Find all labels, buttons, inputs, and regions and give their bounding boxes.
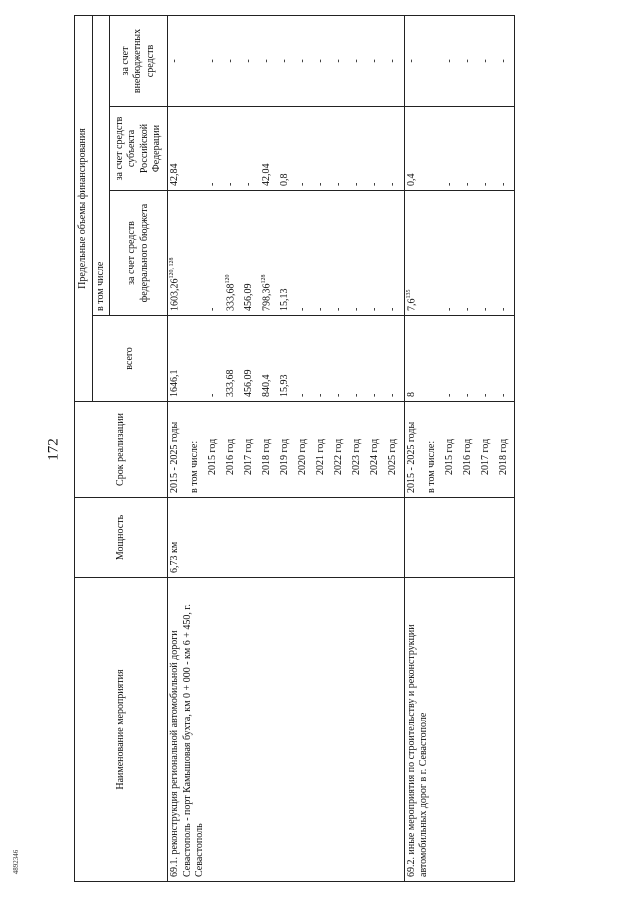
cell-name	[404, 578, 429, 882]
cell-capacity	[242, 498, 260, 578]
cell-period	[314, 402, 332, 498]
cell-total	[168, 316, 189, 402]
cell-regional	[260, 107, 278, 191]
cell-period	[168, 402, 189, 498]
cell-total-text: -	[207, 393, 218, 397]
cell-federal	[168, 191, 189, 316]
table-row	[443, 15, 461, 881]
cell-total	[332, 316, 350, 402]
cell-federal	[260, 191, 278, 316]
cell-period-text: 2018 год	[497, 438, 509, 475]
cell-regional	[404, 107, 425, 191]
cell-name-text: 69.1. реконструкция региональной автомобильной дороги Севастополь - порт Камышовая бухта, км 0 + 000 - км 6 + 450, г. Севастополь	[169, 604, 205, 877]
cell-capacity	[404, 498, 425, 578]
footnote-ref: 128	[261, 274, 267, 284]
cell-regional	[443, 107, 461, 191]
cell-extra-text: -	[369, 59, 380, 63]
cell-federal-text: -	[207, 307, 218, 311]
cell-capacity	[296, 498, 314, 578]
cell-extra-text: -	[333, 59, 344, 63]
cell-federal	[206, 191, 224, 316]
cell-federal-text: 333,68	[225, 283, 237, 311]
cell-period	[224, 402, 242, 498]
table-row	[278, 15, 296, 881]
cell-capacity	[386, 498, 404, 578]
cell-total	[368, 316, 386, 402]
footnote-ref: 135	[405, 289, 412, 299]
cell-name-text: 69.2. иные мероприятия по строительству и реконструкции автомобильных дорог в г. Севастополе	[405, 624, 429, 877]
cell-name	[479, 578, 497, 882]
cell-regional-text: -	[297, 182, 308, 186]
table-body	[168, 15, 515, 881]
cell-federal	[332, 191, 350, 316]
cell-federal-text: -	[333, 307, 344, 311]
cell-period-text: 2025 год	[387, 438, 398, 475]
cell-extra	[425, 15, 443, 106]
cell-federal-text: -	[443, 307, 455, 311]
cell-federal-text: 7,6	[405, 298, 417, 311]
table-row	[479, 15, 497, 881]
cell-federal	[386, 191, 404, 316]
cell-extra-text: -	[351, 59, 362, 63]
cell-capacity-text: 6,73 км	[169, 541, 180, 573]
cell-total-text: 15,93	[279, 374, 290, 397]
cell-regional	[278, 107, 296, 191]
cell-capacity	[443, 498, 461, 578]
cell-total-text: -	[351, 393, 362, 397]
cell-total-text: -	[315, 393, 326, 397]
cell-extra	[386, 15, 404, 106]
cell-name	[168, 578, 205, 882]
cell-regional	[314, 107, 332, 191]
cell-federal	[242, 191, 260, 316]
cell-name	[224, 578, 242, 882]
cell-capacity	[479, 498, 497, 578]
cell-regional-text: 0,4	[405, 173, 417, 186]
cell-period-text: в том числе:	[189, 440, 200, 493]
cell-total-text: -	[369, 393, 380, 397]
table-row	[242, 15, 260, 881]
table-row	[497, 15, 515, 881]
cell-federal-text: 456,09	[243, 283, 254, 311]
cell-name	[242, 578, 260, 882]
cell-extra	[479, 15, 497, 106]
cell-total	[188, 316, 206, 402]
header-funding: Предельные объемы финансирования	[75, 15, 93, 401]
cell-federal-text: 15,13	[279, 288, 290, 311]
cell-total	[461, 316, 479, 402]
cell-regional	[296, 107, 314, 191]
header-extrabudget: за счет внебюджетных средств	[110, 15, 168, 106]
cell-period	[296, 402, 314, 498]
cell-total	[425, 316, 443, 402]
cell-extra	[332, 15, 350, 106]
cell-extra	[206, 15, 224, 106]
cell-period-text: 2022 год	[333, 438, 344, 475]
cell-regional-text: -	[369, 182, 380, 186]
cell-capacity	[260, 498, 278, 578]
cell-period	[242, 402, 260, 498]
cell-total-text: 1646,1	[169, 369, 180, 397]
cell-extra	[443, 15, 461, 106]
cell-federal-text: -	[461, 307, 473, 311]
cell-name	[332, 578, 350, 882]
cell-total-text: 333,68	[225, 369, 236, 397]
cell-federal-text: -	[497, 307, 509, 311]
cell-period-text: в том числе:	[425, 440, 437, 493]
table-row	[386, 15, 404, 881]
cell-extra	[404, 15, 425, 106]
cell-name	[206, 578, 224, 882]
cell-period-text: 2015 - 2025 годы	[169, 421, 180, 493]
cell-federal	[314, 191, 332, 316]
document-id: 4892346	[12, 849, 20, 875]
cell-period-text: 2024 год	[369, 438, 380, 475]
cell-federal	[368, 191, 386, 316]
cell-extra-text: -	[169, 59, 180, 63]
cell-regional	[332, 107, 350, 191]
cell-federal-text: -	[297, 307, 308, 311]
cell-extra	[224, 15, 242, 106]
footnote-ref: 120	[225, 274, 231, 284]
cell-capacity	[461, 498, 479, 578]
header-name: Наименование мероприятия	[75, 578, 168, 882]
cell-extra	[461, 15, 479, 106]
cell-regional	[168, 107, 189, 191]
cell-extra-text: -	[461, 59, 473, 63]
cell-total-text: -	[297, 393, 308, 397]
cell-total	[278, 316, 296, 402]
cell-federal	[278, 191, 296, 316]
cell-extra	[260, 15, 278, 106]
cell-period	[206, 402, 224, 498]
cell-period	[479, 402, 497, 498]
cell-regional	[224, 107, 242, 191]
cell-total	[443, 316, 461, 402]
cell-period	[497, 402, 515, 498]
cell-capacity	[425, 498, 443, 578]
cell-capacity	[332, 498, 350, 578]
cell-extra	[278, 15, 296, 106]
cell-extra-text: -	[261, 59, 272, 63]
cell-period	[350, 402, 368, 498]
cell-regional	[425, 107, 443, 191]
cell-regional	[350, 107, 368, 191]
cell-extra	[368, 15, 386, 106]
cell-period	[404, 402, 425, 498]
cell-capacity	[497, 498, 515, 578]
cell-regional	[497, 107, 515, 191]
cell-period-text: 2015 - 2025 годы	[405, 421, 417, 493]
header-total: всего	[92, 316, 168, 402]
cell-extra-text: -	[297, 59, 308, 63]
table-row	[206, 15, 224, 881]
cell-federal	[188, 191, 206, 316]
cell-total	[404, 316, 425, 402]
cell-federal-text: -	[351, 307, 362, 311]
cell-federal-text: -	[315, 307, 326, 311]
cell-total	[242, 316, 260, 402]
cell-period-text: 2017 год	[243, 438, 254, 475]
cell-extra	[168, 15, 189, 106]
table-row	[314, 15, 332, 881]
cell-extra	[497, 15, 515, 106]
cell-regional-text: -	[315, 182, 326, 186]
cell-federal	[497, 191, 515, 316]
table-row	[168, 15, 189, 881]
cell-extra-text: -	[497, 59, 509, 63]
header-period: Срок реализации	[75, 402, 168, 498]
cell-regional-text: -	[351, 182, 362, 186]
cell-capacity	[350, 498, 368, 578]
page-number: 172	[45, 438, 62, 461]
cell-total-text: -	[387, 393, 398, 397]
table-row	[461, 15, 479, 881]
cell-total	[206, 316, 224, 402]
cell-period	[332, 402, 350, 498]
cell-federal	[443, 191, 461, 316]
table-row	[260, 15, 278, 881]
cell-period	[260, 402, 278, 498]
cell-period	[443, 402, 461, 498]
cell-federal	[404, 191, 425, 316]
cell-name	[314, 578, 332, 882]
cell-name	[260, 578, 278, 882]
cell-period-text: 2023 год	[351, 438, 362, 475]
cell-total	[296, 316, 314, 402]
cell-total-text: -	[497, 393, 509, 397]
cell-period-text: 2020 год	[297, 438, 308, 475]
cell-period-text: 2019 год	[279, 438, 290, 475]
cell-extra-text: -	[207, 59, 218, 63]
cell-extra-text: -	[479, 59, 491, 63]
table-row	[404, 15, 425, 881]
cell-regional	[479, 107, 497, 191]
cell-total	[386, 316, 404, 402]
cell-capacity	[206, 498, 224, 578]
cell-regional	[461, 107, 479, 191]
cell-regional-text: -	[207, 182, 218, 186]
cell-extra-text: -	[443, 59, 455, 63]
cell-name	[443, 578, 461, 882]
cell-total	[479, 316, 497, 402]
cell-period-text: 2016 год	[225, 438, 236, 475]
cell-federal-text: -	[479, 307, 491, 311]
table-row	[368, 15, 386, 881]
cell-regional-text: -	[333, 182, 344, 186]
cell-period	[461, 402, 479, 498]
cell-regional-text: -	[443, 182, 455, 186]
cell-total	[260, 316, 278, 402]
cell-capacity	[368, 498, 386, 578]
cell-total-text: -	[443, 393, 455, 397]
cell-total	[314, 316, 332, 402]
cell-regional	[368, 107, 386, 191]
cell-regional-text: -	[461, 182, 473, 186]
cell-capacity	[314, 498, 332, 578]
funding-table	[74, 15, 515, 882]
cell-extra-text: -	[405, 59, 417, 63]
cell-regional-text: -	[387, 182, 398, 186]
cell-regional-text: -	[243, 182, 254, 186]
cell-period-text: 2017 год	[479, 438, 491, 475]
cell-period	[188, 402, 206, 498]
cell-federal	[296, 191, 314, 316]
cell-name	[386, 578, 404, 882]
cell-regional-text: 0,8	[279, 173, 290, 186]
cell-period	[425, 402, 443, 498]
cell-total	[497, 316, 515, 402]
cell-regional-text: 42,84	[169, 163, 180, 186]
cell-extra-text: -	[387, 59, 398, 63]
cell-regional-text: -	[479, 182, 491, 186]
cell-total-text: -	[479, 393, 491, 397]
table-row	[224, 15, 242, 881]
cell-capacity	[168, 498, 189, 578]
cell-total-text: 840,4	[261, 374, 272, 397]
cell-federal-text: 1603,26	[169, 278, 181, 311]
cell-extra	[350, 15, 368, 106]
cell-capacity	[224, 498, 242, 578]
cell-federal	[224, 191, 242, 316]
cell-extra-text: -	[225, 59, 236, 63]
cell-regional-text: 42,04	[261, 163, 272, 186]
cell-extra-text: -	[315, 59, 326, 63]
cell-period-text: 2018 год	[261, 438, 272, 475]
cell-extra	[242, 15, 260, 106]
cell-total-text: 8	[405, 392, 417, 397]
header-capacity: Мощность	[75, 498, 168, 578]
cell-federal	[479, 191, 497, 316]
cell-total-text: -	[333, 393, 344, 397]
cell-name	[296, 578, 314, 882]
cell-period-text: 2016 год	[461, 438, 473, 475]
cell-regional	[188, 107, 206, 191]
rotated-table-container	[74, 16, 576, 882]
cell-federal-text: -	[369, 307, 380, 311]
cell-regional	[386, 107, 404, 191]
cell-regional-text: -	[497, 182, 509, 186]
cell-federal	[350, 191, 368, 316]
cell-extra-text: -	[279, 59, 290, 63]
cell-period-text: 2015 год	[207, 438, 218, 475]
cell-period-text: 2021 год	[315, 438, 326, 475]
header-federal: за счет средств федерального бюджета	[110, 191, 168, 316]
cell-federal	[461, 191, 479, 316]
cell-total	[224, 316, 242, 402]
cell-name	[497, 578, 515, 882]
cell-name	[461, 578, 479, 882]
cell-regional	[242, 107, 260, 191]
cell-period	[278, 402, 296, 498]
cell-regional	[206, 107, 224, 191]
table-row	[296, 15, 314, 881]
cell-capacity	[188, 498, 206, 578]
header-regional: за счет средств субъекта Российской Федерации	[110, 107, 168, 191]
cell-total-text: -	[461, 393, 473, 397]
cell-total	[350, 316, 368, 402]
cell-name	[368, 578, 386, 882]
cell-extra	[296, 15, 314, 106]
cell-period	[368, 402, 386, 498]
cell-extra-text: -	[243, 59, 254, 63]
cell-period-text: 2015 год	[443, 438, 455, 475]
table-row	[332, 15, 350, 881]
cell-period	[386, 402, 404, 498]
cell-capacity	[278, 498, 296, 578]
cell-extra	[314, 15, 332, 106]
cell-name	[350, 578, 368, 882]
cell-total-text: 456,09	[243, 369, 254, 397]
cell-federal-text: -	[387, 307, 398, 311]
cell-extra	[188, 15, 206, 106]
footnote-ref: 120, 128	[169, 257, 175, 279]
cell-federal	[425, 191, 443, 316]
cell-federal-text: 798,36	[261, 283, 273, 311]
table-row	[350, 15, 368, 881]
cell-regional-text: -	[225, 182, 236, 186]
cell-name	[278, 578, 296, 882]
header-including: в том числе	[92, 15, 110, 315]
